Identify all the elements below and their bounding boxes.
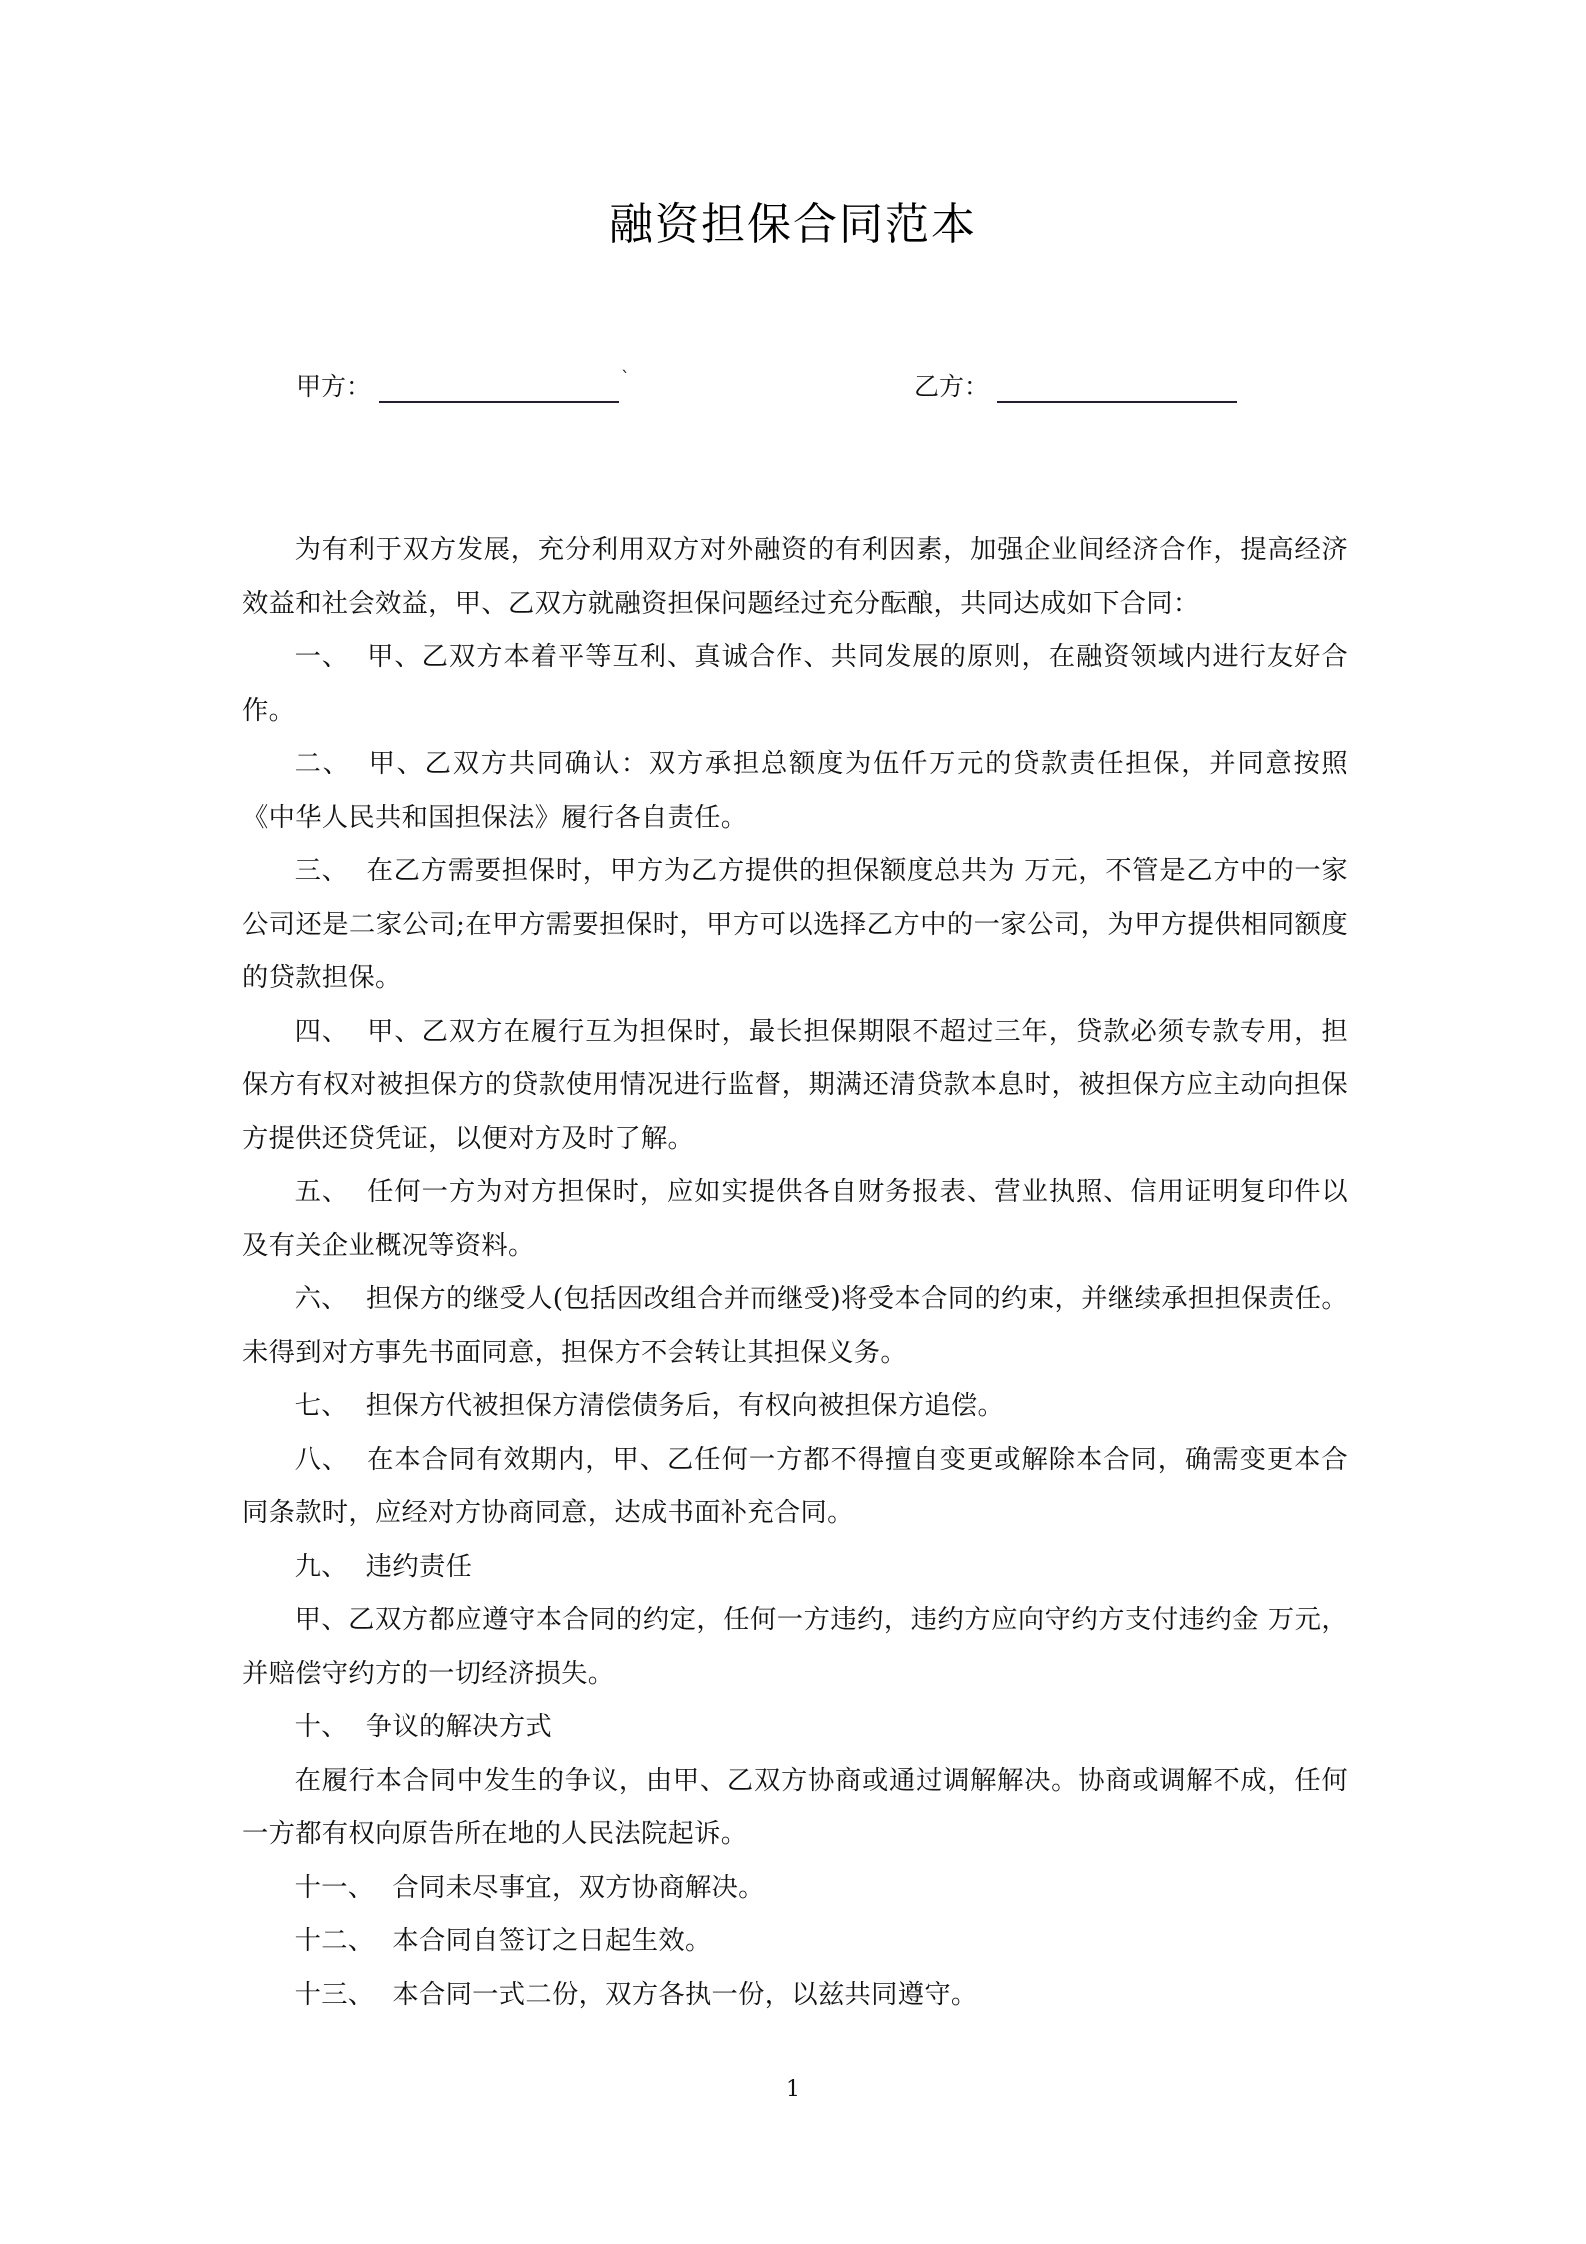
clause-6 bbox=[242, 1273, 1348, 1380]
page-number: 1 bbox=[786, 2077, 800, 2102]
party-a-label: 甲方： bbox=[296, 372, 372, 401]
clause-5 bbox=[242, 1166, 1348, 1273]
clause-number: 二、 bbox=[294, 749, 351, 779]
clause-text: 担保方代被担保方清偿债务后，有权向被担保方追偿。 bbox=[365, 1391, 1005, 1421]
clause-number: 一、 bbox=[294, 642, 350, 672]
clause-number: 十、 bbox=[294, 1712, 348, 1742]
clause-number: 十二、 bbox=[294, 1926, 375, 1956]
clause-text: 任何一方为对方担保时，应如实提供各自财务报表、营业执照、信用证明复印件以及有关企业概况等资料。 bbox=[242, 1177, 1348, 1261]
preamble-paragraph bbox=[242, 524, 1348, 631]
clause-1 bbox=[242, 631, 1348, 738]
clause-text: 本合同自签订之日起生效。 bbox=[392, 1926, 712, 1956]
clause-text: 合同未尽事宜，双方协商解决。 bbox=[392, 1872, 765, 1903]
clause-number: 十一、 bbox=[294, 1872, 375, 1903]
clause-number: 七、 bbox=[294, 1391, 348, 1421]
clause-number: 五、 bbox=[294, 1177, 350, 1207]
clause-text: 甲、乙双方在履行互为担保时，最长担保期限不超过三年，贷款必须专款专用，担保方有权对被担保方的贷款使用情况进行监督，期满还清贷款本息时，被担保方应主动向担保方提供还贷凭证，以便对方及时了解。 bbox=[242, 1016, 1348, 1154]
clause-number: 六、 bbox=[294, 1284, 348, 1314]
clause-text: 在履行本合同中发生的争议，由甲、乙双方协商或通过调解解决。协商或调解不成，任何一方都有权向原告所在地的人民法院起诉。 bbox=[242, 1765, 1348, 1849]
party-b-label: 乙方： bbox=[914, 372, 990, 401]
clause-12 bbox=[242, 1915, 1348, 1969]
document-title: 融资担保合同范本 bbox=[609, 199, 977, 250]
party-a bbox=[296, 367, 630, 403]
party-a-blank bbox=[379, 373, 619, 403]
clause-9-heading bbox=[242, 1541, 1348, 1595]
clause-text: 在本合同有效期内，甲、乙任何一方都不得擅自变更或解除本合同，确需变更本合同条款时，应经对方协商同意，达成书面补充合同。 bbox=[242, 1444, 1348, 1528]
clause-3 bbox=[242, 845, 1348, 1006]
clause-heading-text: 争议的解决方式 bbox=[365, 1712, 552, 1742]
clause-2 bbox=[242, 738, 1348, 845]
document-body bbox=[242, 524, 1348, 2022]
clause-heading-text: 违约责任 bbox=[365, 1551, 473, 1582]
clause-13 bbox=[242, 1969, 1348, 2023]
clause-number: 四、 bbox=[294, 1016, 350, 1047]
clause-10-body bbox=[242, 1755, 1348, 1862]
clause-number: 十三、 bbox=[294, 1979, 375, 2010]
paragraph-text: 为有利于双方发展，充分利用双方对外融资的有利因素，加强企业间经济合作，提高经济效益和社会效益，甲、乙双方就融资担保问题经过充分酝酿，共同达成如下合同： bbox=[242, 535, 1348, 619]
party-b bbox=[914, 367, 1237, 403]
clause-text: 甲、乙双方本着平等互利、真诚合作、共同发展的原则，在融资领域内进行友好合作。 bbox=[242, 642, 1348, 726]
clause-text: 甲、乙双方共同确认：双方承担总额度为伍仟万元的贷款责任担保，并同意按照《中华人民共和国担保法》履行各自责任。 bbox=[242, 749, 1348, 833]
clause-4 bbox=[242, 1006, 1348, 1167]
party-b-blank bbox=[997, 373, 1237, 403]
clause-7 bbox=[242, 1380, 1348, 1434]
clause-text: 担保方的继受人(包括因改组合并而继受)将受本合同的约束，并继续承担担保责任。未得到对方事先书面同意，担保方不会转让其担保义务。 bbox=[242, 1284, 1348, 1368]
clause-10-heading bbox=[242, 1701, 1348, 1755]
clause-number: 三、 bbox=[294, 856, 349, 886]
clause-8 bbox=[242, 1434, 1348, 1541]
clause-11 bbox=[242, 1862, 1348, 1916]
clause-number: 八、 bbox=[294, 1444, 350, 1475]
clause-text: 甲、乙双方都应遵守本合同的约定，任何一方违约，违约方应向守约方支付违约金 万元，并赔偿守约方的一切经济损失。 bbox=[242, 1605, 1348, 1689]
clause-9-body bbox=[242, 1594, 1348, 1701]
clause-text: 在乙方需要担保时，甲方为乙方提供的担保额度总共为 万元，不管是乙方中的一家公司还是二家公司;在甲方需要担保时，甲方可以选择乙方中的一家公司，为甲方提供相同额度的贷款担保。 bbox=[242, 856, 1348, 993]
party-a-mark: ` bbox=[621, 368, 631, 389]
clause-text: 本合同一式二份，双方各执一份，以兹共同遵守。 bbox=[392, 1979, 978, 2010]
clause-number: 九、 bbox=[294, 1551, 348, 1582]
parties-row bbox=[296, 367, 1346, 407]
